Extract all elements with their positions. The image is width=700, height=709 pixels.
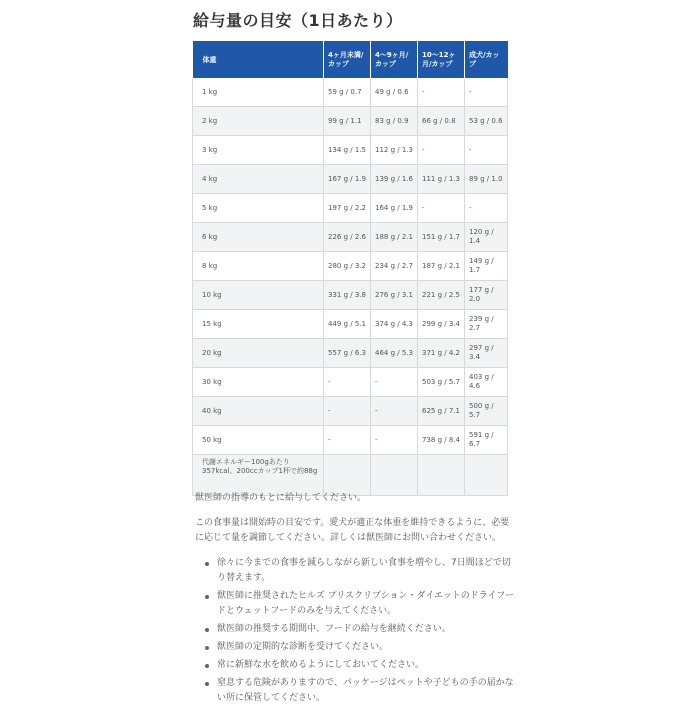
weight-cell: 50 kg [193, 426, 324, 455]
weight-cell: 8 kg [193, 252, 324, 281]
table-row [193, 368, 508, 397]
weight-cell: 30 kg [193, 368, 324, 397]
weight-cell: 10 kg [193, 281, 324, 310]
bullet-dot-icon [205, 664, 209, 668]
amount-cell: 139 g / 1.6 [371, 165, 418, 194]
feeding-table [192, 41, 508, 496]
weight-cell: 15 kg [193, 310, 324, 339]
header-under-4-months: 4ヶ月未満/カップ [324, 42, 371, 79]
amount-cell: - [418, 136, 465, 165]
table-row [193, 78, 508, 107]
bullet-item [211, 589, 515, 619]
empty-cell [371, 455, 418, 496]
header-4-9-months: 4〜9ヶ月/カップ [371, 42, 418, 79]
amount-cell: - [371, 368, 418, 397]
notes-bullet-list [195, 556, 515, 706]
amount-cell: 134 g / 1.5 [324, 136, 371, 165]
bullet-item [211, 622, 515, 637]
page-title: 給与量の目安（1日あたり） [193, 11, 403, 30]
amount-cell: 59 g / 0.7 [324, 78, 371, 107]
amount-cell: 297 g / 3.4 [465, 339, 508, 368]
amount-cell: 177 g / 2.0 [465, 281, 508, 310]
amount-cell: 151 g / 1.7 [418, 223, 465, 252]
amount-cell: 66 g / 0.8 [418, 107, 465, 136]
header-10-12-months: 10〜12ヶ月/カップ [418, 42, 465, 79]
amount-cell: 738 g / 8.4 [418, 426, 465, 455]
bullet-item [211, 556, 515, 586]
amount-cell: 371 g / 4.2 [418, 339, 465, 368]
empty-cell [324, 455, 371, 496]
amount-cell: 464 g / 5.3 [371, 339, 418, 368]
amount-cell: - [418, 194, 465, 223]
weight-cell: 20 kg [193, 339, 324, 368]
weight-cell: 3 kg [193, 136, 324, 165]
amount-cell: - [371, 397, 418, 426]
amount-cell: - [324, 426, 371, 455]
table-row [193, 397, 508, 426]
amount-cell: - [465, 78, 508, 107]
amount-cell: 557 g / 6.3 [324, 339, 371, 368]
bullet-text: 獣医師に推奨されたヒルズ プリスクリプション・ダイエットのドライフードとウェットフードのみを与えてください。 [217, 591, 514, 616]
amount-cell: 111 g / 1.3 [418, 165, 465, 194]
table-row [193, 339, 508, 368]
amount-cell: - [465, 136, 508, 165]
amount-cell: 99 g / 1.1 [324, 107, 371, 136]
table-row [193, 136, 508, 165]
amount-cell: 331 g / 3.8 [324, 281, 371, 310]
amount-cell: 299 g / 3.4 [418, 310, 465, 339]
amount-cell: 239 g / 2.7 [465, 310, 508, 339]
amount-cell: 234 g / 2.7 [371, 252, 418, 281]
bullet-text: 常に新鮮な水を飲めるようにしておいてください。 [217, 660, 425, 670]
table-row [193, 107, 508, 136]
bullet-dot-icon [205, 595, 209, 599]
note-amount-guideline: この食事量は開始時の目安です。愛犬が適正な体重を維持できるように、必要に応じて量を調節してください。詳しくは獣医師にお問い合わせください。 [195, 518, 510, 543]
bullet-text: 獣医師の定期的な診断を受けてください。 [217, 642, 389, 652]
table-row [193, 194, 508, 223]
amount-cell: 188 g / 2.1 [371, 223, 418, 252]
amount-cell: 221 g / 2.5 [418, 281, 465, 310]
amount-cell: - [371, 426, 418, 455]
amount-cell: 625 g / 7.1 [418, 397, 465, 426]
amount-cell: 149 g / 1.7 [465, 252, 508, 281]
weight-cell: 2 kg [193, 107, 324, 136]
bullet-dot-icon [205, 682, 209, 686]
amount-cell: 112 g / 1.3 [371, 136, 418, 165]
amount-cell: - [418, 78, 465, 107]
table-row [193, 310, 508, 339]
energy-note-row [193, 455, 508, 496]
bullet-item [211, 640, 515, 655]
header-weight: 体重 [193, 42, 324, 79]
amount-cell: 503 g / 5.7 [418, 368, 465, 397]
amount-cell: 276 g / 3.1 [371, 281, 418, 310]
amount-cell: 167 g / 1.9 [324, 165, 371, 194]
bullet-item [211, 676, 515, 706]
amount-cell: - [324, 368, 371, 397]
amount-cell: 591 g / 6.7 [465, 426, 508, 455]
amount-cell: - [324, 397, 371, 426]
weight-cell: 4 kg [193, 165, 324, 194]
weight-cell: 1 kg [193, 78, 324, 107]
amount-cell: 500 g / 5.7 [465, 397, 508, 426]
empty-cell [418, 455, 465, 496]
amount-cell: 53 g / 0.6 [465, 107, 508, 136]
table-header-row [193, 42, 508, 79]
amount-cell: 49 g / 0.6 [371, 78, 418, 107]
amount-cell: 187 g / 2.1 [418, 252, 465, 281]
weight-cell: 5 kg [193, 194, 324, 223]
amount-cell: - [465, 194, 508, 223]
bullet-text: 窒息する危険がありますので、パッケージはペットや子どもの手の届かない所に保管してください。 [217, 678, 514, 703]
weight-cell: 6 kg [193, 223, 324, 252]
amount-cell: 280 g / 3.2 [324, 252, 371, 281]
table-row [193, 426, 508, 455]
amount-cell: 374 g / 4.3 [371, 310, 418, 339]
table-row [193, 281, 508, 310]
amount-cell: 120 g / 1.4 [465, 223, 508, 252]
table-row [193, 252, 508, 281]
bullet-dot-icon [205, 646, 209, 650]
bullet-item [211, 658, 515, 673]
bullet-dot-icon [205, 628, 209, 632]
bullet-text: 獣医師の推奨する期間中、フードの給与を継続ください。 [217, 624, 451, 634]
bullet-text: 徐々に今までの食事を減らしながら新しい食事を増やし、7日間ほどで切り替えます。 [217, 558, 511, 583]
header-adult: 成犬/カップ [465, 42, 508, 79]
amount-cell: 89 g / 1.0 [465, 165, 508, 194]
amount-cell: 197 g / 2.2 [324, 194, 371, 223]
table-row [193, 223, 508, 252]
empty-cell [465, 455, 508, 496]
amount-cell: 83 g / 0.9 [371, 107, 418, 136]
weight-cell: 40 kg [193, 397, 324, 426]
note-vet-guidance: 獣医師の指導のもとに給与してください。 [195, 493, 367, 503]
bullet-dot-icon [205, 562, 209, 566]
energy-note: 代謝エネルギー100gあたり357kcal、200ccカップ1杯で約88g [193, 455, 324, 496]
table-row [193, 165, 508, 194]
amount-cell: 164 g / 1.9 [371, 194, 418, 223]
amount-cell: 226 g / 2.6 [324, 223, 371, 252]
amount-cell: 403 g / 4.6 [465, 368, 508, 397]
amount-cell: 449 g / 5.1 [324, 310, 371, 339]
notes-section [195, 491, 515, 709]
